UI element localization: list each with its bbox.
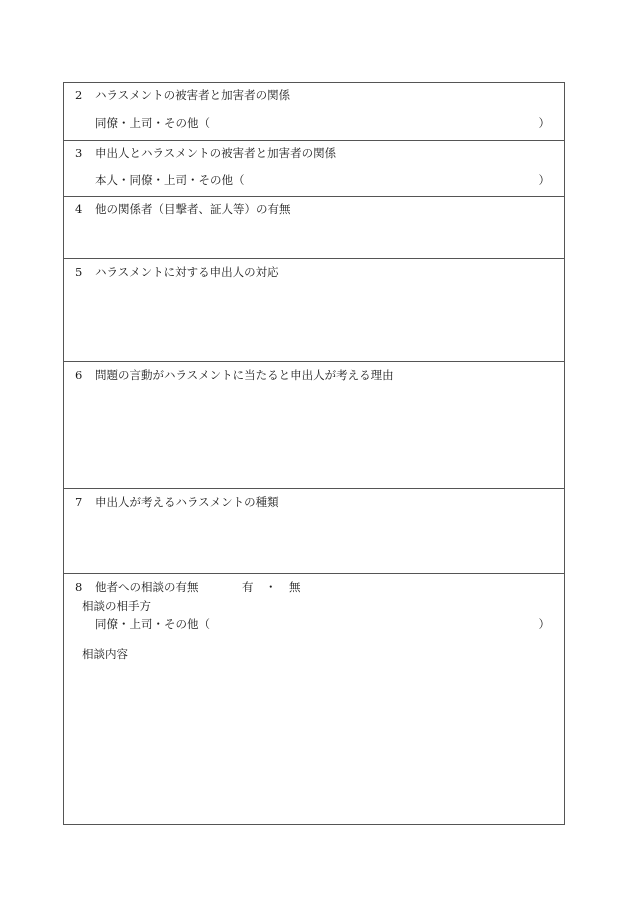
section-7-heading (75, 495, 279, 509)
section-6 (64, 362, 564, 489)
section-5 (64, 259, 564, 362)
consultation-partner-label: 相談の相手方 (82, 599, 151, 613)
section-2-heading (75, 88, 290, 102)
consultation-yes-option[interactable]: 有 (242, 580, 254, 594)
section-3-title: 申出人とハラスメントの被害者と加害者の関係 (95, 146, 337, 160)
section-5-title: ハラスメントに対する申出人の対応 (95, 265, 279, 279)
section-5-number: 5 (75, 265, 83, 279)
consultation-content-label: 相談内容 (82, 647, 128, 661)
section-4-title: 他の関係者（目撃者、証人等）の有無 (95, 202, 291, 216)
section-3-options: 本人・同僚・上司・その他（ (95, 173, 245, 187)
harassment-report-form (63, 82, 565, 825)
section-3-number: 3 (75, 146, 83, 160)
section-6-title: 問題の言動がハラスメントに当たると申出人が考える理由 (95, 368, 394, 382)
section-8 (64, 574, 564, 824)
section-8-title: 他者への相談の有無 (95, 580, 199, 594)
section-2-options: 同僚・上司・その他（ (95, 116, 210, 130)
section-2-number: 2 (75, 88, 83, 102)
section-3-heading (75, 146, 336, 160)
section-4-number: 4 (75, 202, 83, 216)
section-4-heading (75, 202, 291, 216)
section-8-options: 同僚・上司・その他（ (95, 617, 210, 631)
section-3-close-paren: ） (538, 173, 550, 187)
section-6-heading (75, 368, 394, 382)
section-2-title: ハラスメントの被害者と加害者の関係 (95, 88, 291, 102)
consultation-no-option[interactable]: 無 (289, 580, 301, 594)
section-6-number: 6 (75, 368, 83, 382)
section-3 (64, 141, 564, 197)
section-7 (64, 489, 564, 574)
consultation-separator: ・ (265, 580, 277, 594)
section-8-number: 8 (75, 580, 83, 594)
section-7-title: 申出人が考えるハラスメントの種類 (95, 495, 279, 509)
section-7-number: 7 (75, 495, 83, 509)
section-2 (64, 83, 564, 141)
section-8-close-paren: ） (538, 617, 550, 631)
section-5-heading (75, 265, 279, 279)
section-4 (64, 197, 564, 259)
section-2-close-paren: ） (538, 116, 550, 130)
section-8-heading (75, 580, 199, 594)
